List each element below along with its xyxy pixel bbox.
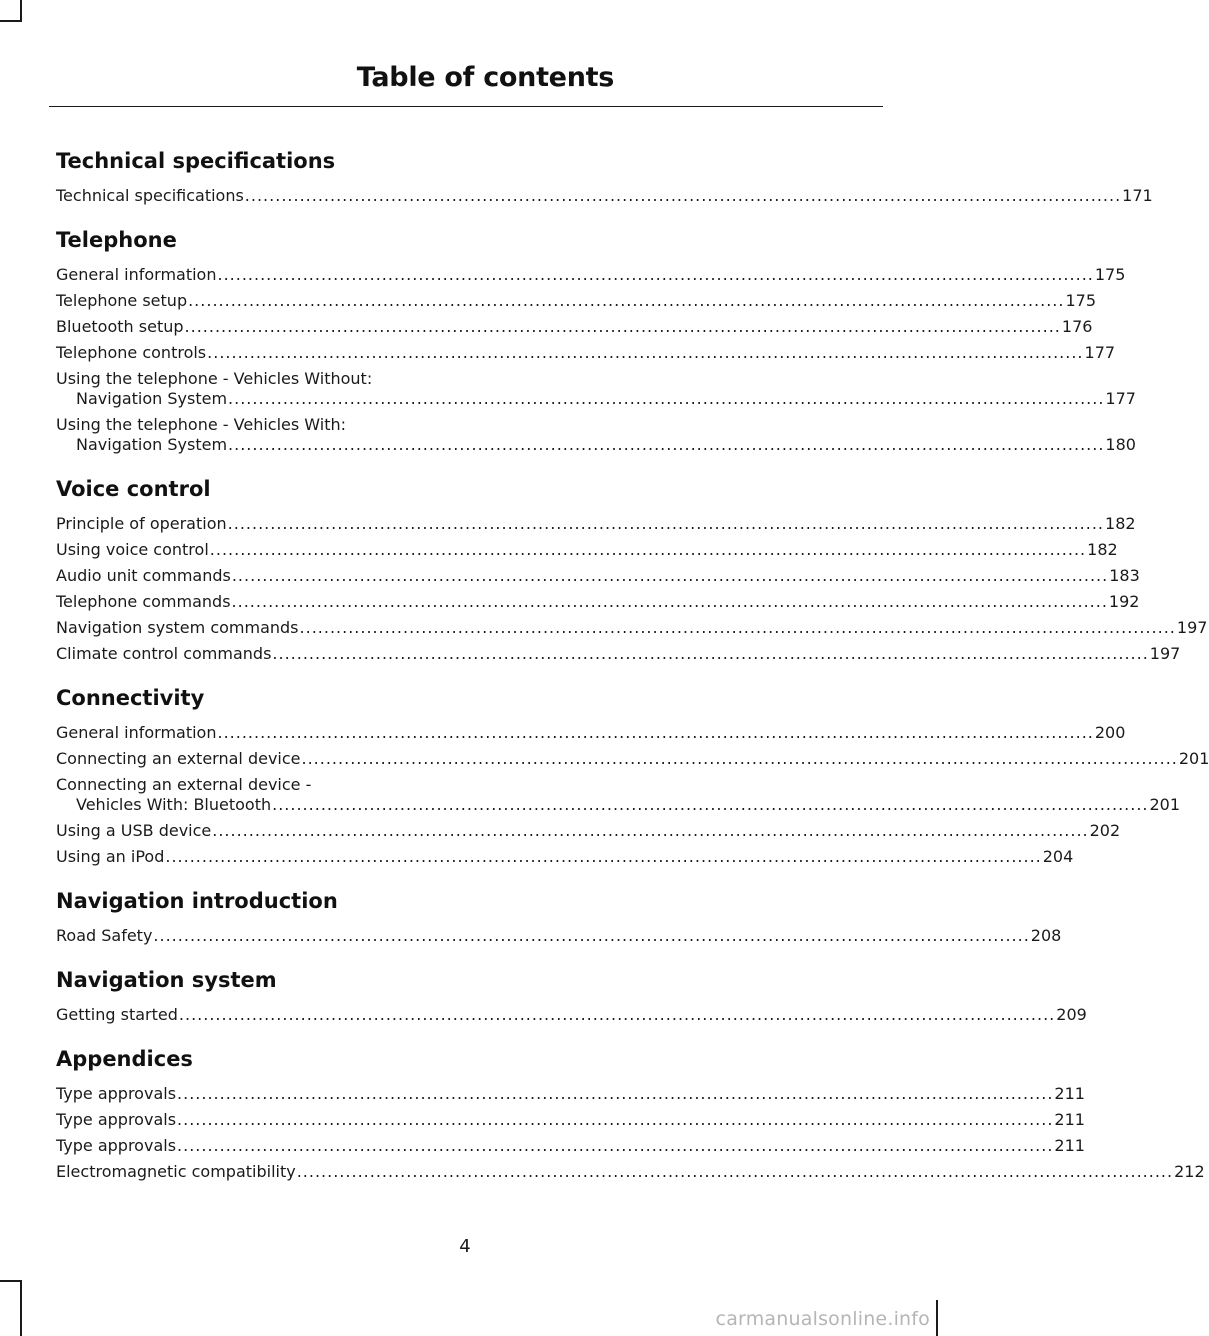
dot-leader bbox=[302, 749, 1178, 769]
section-title: Voice control bbox=[56, 477, 211, 501]
toc-entry-text: General information bbox=[56, 723, 217, 742]
toc-entry-text-continued: Navigation System bbox=[76, 435, 228, 454]
toc-entry[interactable] bbox=[56, 265, 1126, 285]
crop-mark-bottom-left bbox=[0, 1280, 22, 1282]
toc-entry-page: 171 bbox=[1122, 186, 1153, 205]
dot-leader bbox=[232, 566, 1108, 586]
toc-entry-page: 211 bbox=[1054, 1136, 1085, 1155]
watermark: carmanualsonline.info bbox=[715, 1308, 930, 1330]
toc-entry-text: Getting started bbox=[56, 1005, 178, 1024]
toc-entry-text: Electromagnetic compatibility bbox=[56, 1162, 296, 1181]
crop-mark-top-left bbox=[20, 0, 22, 22]
toc-entry-page: 176 bbox=[1061, 317, 1093, 336]
dot-leader bbox=[272, 644, 1148, 664]
dot-leader bbox=[177, 1084, 1053, 1104]
toc-entry[interactable] bbox=[56, 343, 1116, 363]
toc-entry[interactable] bbox=[56, 775, 1181, 815]
toc-entry[interactable] bbox=[56, 723, 1126, 743]
toc-section bbox=[56, 1044, 1205, 1182]
dot-leader bbox=[228, 514, 1104, 534]
toc-entry[interactable] bbox=[56, 1162, 1205, 1182]
page-title: Table of contents bbox=[356, 62, 614, 93]
dot-leader bbox=[297, 1162, 1173, 1182]
toc-entry-page: 202 bbox=[1089, 821, 1121, 840]
toc-entry[interactable] bbox=[56, 514, 1136, 534]
dot-leader bbox=[232, 592, 1108, 612]
toc-entry-text-block bbox=[56, 415, 1136, 455]
toc-entry[interactable] bbox=[56, 540, 1118, 560]
dot-leader bbox=[179, 1005, 1055, 1025]
toc-entry-line2 bbox=[56, 435, 1136, 455]
toc-entry-text: Navigation system commands bbox=[56, 618, 299, 637]
toc-entry-text: Telephone commands bbox=[56, 592, 231, 611]
toc-entry-text: Principle of operation bbox=[56, 514, 227, 533]
toc-entry-page: 208 bbox=[1030, 926, 1062, 945]
section-title: Navigation system bbox=[56, 968, 277, 992]
toc-entry[interactable] bbox=[56, 847, 1074, 867]
crop-mark-top-left bbox=[0, 20, 22, 22]
toc-entry-text: Using an iPod bbox=[56, 847, 165, 866]
toc-entry-line2 bbox=[56, 389, 1136, 409]
dot-leader bbox=[177, 1136, 1053, 1156]
dot-leader bbox=[177, 1110, 1053, 1130]
toc-section bbox=[56, 683, 1209, 867]
toc-entry-page: 201 bbox=[1178, 749, 1209, 768]
dot-leader bbox=[188, 291, 1064, 311]
dot-leader bbox=[228, 389, 1104, 408]
toc-section bbox=[56, 965, 1087, 1025]
toc-entry-page: 182 bbox=[1105, 514, 1136, 533]
toc-entry-text: Using the telephone - Vehicles Without: bbox=[56, 369, 373, 388]
dot-leader bbox=[210, 540, 1086, 560]
toc-entry[interactable] bbox=[56, 644, 1181, 664]
toc-entry[interactable] bbox=[56, 1136, 1085, 1156]
toc-entry-text: Telephone setup bbox=[56, 291, 188, 310]
dot-leader bbox=[207, 343, 1083, 363]
toc-entry[interactable] bbox=[56, 369, 1136, 409]
dot-leader bbox=[272, 795, 1148, 814]
dot-leader bbox=[185, 317, 1061, 337]
toc-entry-text: Telephone controls bbox=[56, 343, 207, 362]
toc-entry-page: 177 bbox=[1105, 389, 1136, 408]
toc-entry-text: Audio unit commands bbox=[56, 566, 231, 585]
toc-entry[interactable] bbox=[56, 291, 1097, 311]
section-title: Telephone bbox=[56, 228, 177, 252]
toc-entry[interactable] bbox=[56, 317, 1093, 337]
title-divider bbox=[49, 106, 883, 107]
dot-leader bbox=[217, 723, 1093, 743]
toc-entry-page: 204 bbox=[1042, 847, 1074, 866]
toc-entry-page: 197 bbox=[1149, 644, 1181, 663]
toc-entry[interactable] bbox=[56, 1110, 1085, 1130]
table-of-contents bbox=[56, 146, 1209, 1201]
page-number: 4 bbox=[459, 1236, 471, 1257]
dot-leader bbox=[300, 618, 1176, 638]
toc-entry-page: 183 bbox=[1109, 566, 1140, 585]
toc-section bbox=[56, 474, 1208, 664]
toc-entry-text-continued: Vehicles With: Bluetooth bbox=[76, 795, 272, 814]
crop-mark-bottom-right bbox=[936, 1300, 938, 1336]
toc-entry-page: 182 bbox=[1087, 540, 1118, 559]
toc-entry-text: Type approvals bbox=[56, 1110, 177, 1129]
section-title: Technical specifications bbox=[56, 149, 336, 173]
toc-entry-page: 177 bbox=[1084, 343, 1116, 362]
toc-entry-page: 175 bbox=[1065, 291, 1097, 310]
toc-entry[interactable] bbox=[56, 566, 1140, 586]
toc-entry-text: Climate control commands bbox=[56, 644, 272, 663]
toc-entry[interactable] bbox=[56, 749, 1209, 769]
toc-entry-text: Bluetooth setup bbox=[56, 317, 184, 336]
toc-entry-text: Road Safety bbox=[56, 926, 153, 945]
toc-entry[interactable] bbox=[56, 821, 1121, 841]
toc-entry-text-block bbox=[56, 369, 1136, 409]
toc-entry-page: 175 bbox=[1094, 265, 1126, 284]
toc-entry[interactable] bbox=[56, 1005, 1087, 1025]
toc-entry-text: Using voice control bbox=[56, 540, 209, 559]
toc-entry-page: 212 bbox=[1174, 1162, 1205, 1181]
toc-entry-text: Connecting an external device - bbox=[56, 775, 312, 794]
toc-entry-text: General information bbox=[56, 265, 217, 284]
toc-section bbox=[56, 225, 1136, 455]
toc-entry-text-continued: Navigation System bbox=[76, 389, 228, 408]
dot-leader bbox=[245, 186, 1121, 206]
dot-leader bbox=[165, 847, 1041, 867]
crop-mark-bottom-left bbox=[20, 1280, 22, 1336]
toc-entry-text: Using the telephone - Vehicles With: bbox=[56, 415, 346, 434]
toc-entry-text: Type approvals bbox=[56, 1136, 177, 1155]
toc-entry-text: Connecting an external device bbox=[56, 749, 301, 768]
toc-entry[interactable] bbox=[56, 1084, 1085, 1104]
toc-section bbox=[56, 146, 1153, 206]
dot-leader bbox=[228, 435, 1104, 454]
toc-section bbox=[56, 886, 1062, 946]
toc-entry-page: 180 bbox=[1105, 435, 1136, 454]
dot-leader bbox=[212, 821, 1088, 841]
toc-entry[interactable] bbox=[56, 926, 1062, 946]
section-title: Appendices bbox=[56, 1047, 193, 1071]
dot-leader bbox=[153, 926, 1029, 946]
section-title: Navigation introduction bbox=[56, 889, 338, 913]
toc-entry-text-block bbox=[56, 775, 1181, 815]
toc-entry-page: 209 bbox=[1056, 1005, 1087, 1024]
toc-entry[interactable] bbox=[56, 618, 1208, 638]
toc-entry-page: 192 bbox=[1108, 592, 1140, 611]
toc-entry-text: Using a USB device bbox=[56, 821, 212, 840]
toc-entry-text: Type approvals bbox=[56, 1084, 177, 1103]
toc-entry[interactable] bbox=[56, 592, 1140, 612]
toc-entry-line2 bbox=[56, 795, 1181, 815]
toc-entry-page: 201 bbox=[1149, 795, 1181, 814]
section-title: Connectivity bbox=[56, 686, 205, 710]
toc-entry-text: Technical specifications bbox=[56, 186, 244, 205]
dot-leader bbox=[217, 265, 1093, 285]
toc-entry-page: 197 bbox=[1176, 618, 1208, 637]
toc-entry-page: 200 bbox=[1094, 723, 1126, 742]
toc-entry[interactable] bbox=[56, 415, 1136, 455]
toc-entry-page: 211 bbox=[1054, 1110, 1085, 1129]
toc-entry-page: 211 bbox=[1054, 1084, 1085, 1103]
toc-entry[interactable] bbox=[56, 186, 1153, 206]
